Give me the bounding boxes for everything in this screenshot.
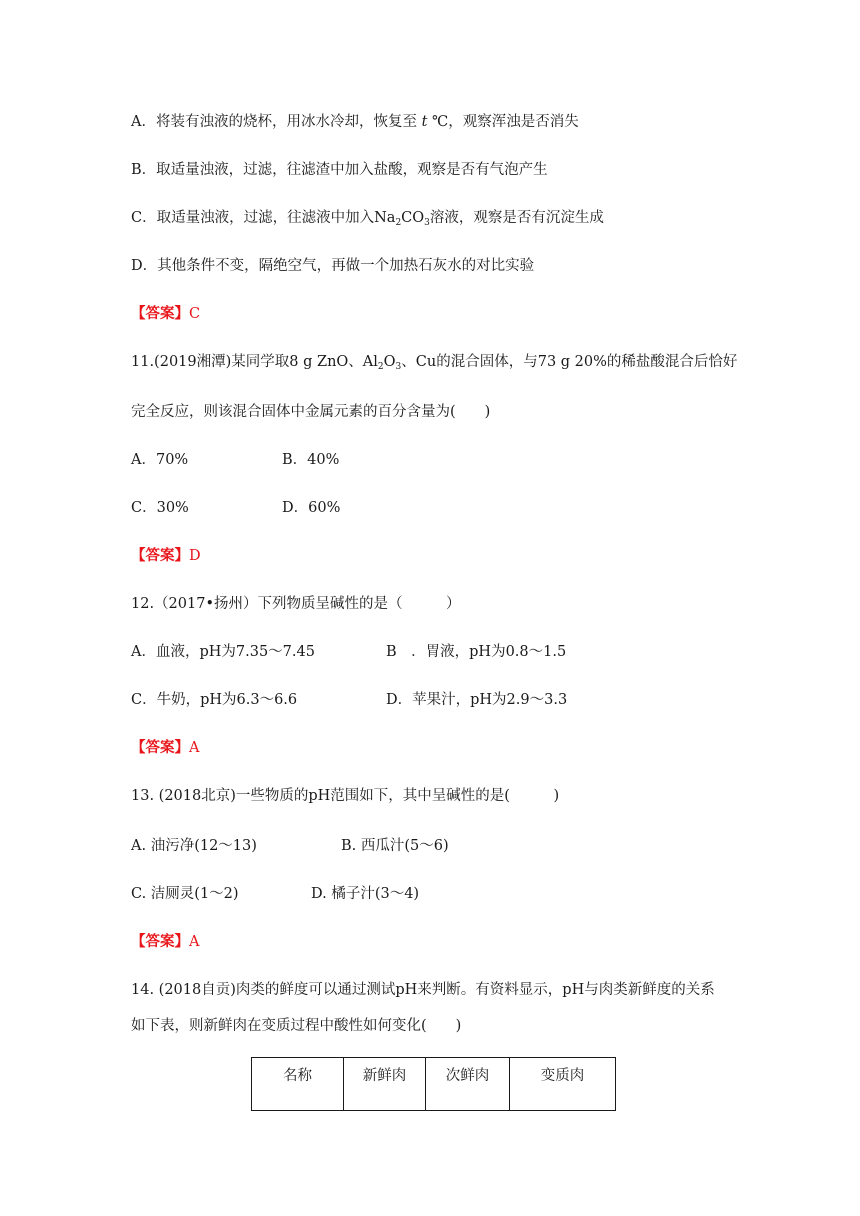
q11-options-row-2	[131, 498, 341, 518]
q12-answer	[131, 738, 199, 758]
q12-option-c: C．牛奶，pH为6.3～6.6	[131, 692, 298, 708]
q11-stem-line-2: 完全反应，则该混合固体中金属元素的百分含量为( )	[131, 404, 491, 420]
formula-na2co3: $Na_2CO_3$	[374, 210, 430, 228]
answer-label: 【答案】	[131, 305, 189, 322]
q12-option-a: A．血液，pH为7.35～7.45	[131, 644, 315, 660]
q13-option-a: A. 油污净(12～13)	[131, 838, 257, 854]
q13-option-b: B. 西瓜汁(5～6)	[341, 838, 449, 854]
q12-options-row-1	[131, 642, 567, 662]
q14-stem-line-2: 如下表，则新鲜肉在变质过程中酸性如何变化( )	[131, 1018, 462, 1034]
table-header-cell: 新鲜肉	[344, 1058, 426, 1111]
q10-answer	[131, 304, 200, 324]
q14-stem-line-1: 14. (2018自贡)肉类的鲜度可以通过测试pH来判断。有资料显示，pH与肉类新鲜度的关系	[131, 982, 715, 998]
q10-option-b: B．取适量浊液，过滤，往滤渣中加入盐酸，观察是否有气泡产生	[131, 162, 548, 178]
table-header-row	[252, 1058, 616, 1111]
answer-label: 【答案】	[131, 933, 189, 950]
q10-option-a-end: ℃，观察浑浊是否消失	[432, 114, 579, 130]
q13-answer	[131, 932, 199, 952]
q13-option-d: D. 橘子汁(3～4)	[311, 886, 420, 902]
q11-option-d: D．60%	[282, 500, 341, 516]
table-header-cell: 变质肉	[510, 1058, 616, 1111]
q12-option-b: B ．胃液，pH为0.8～1.5	[386, 644, 567, 660]
q10-option-d: D．其他条件不变，隔绝空气，再做一个加热石灰水的对比实验	[131, 258, 535, 274]
q11-answer	[131, 546, 201, 566]
q13-stem: 13. (2018北京)一些物质的pH范围如下，其中呈碱性的是( )	[131, 788, 560, 804]
table-header-cell: 次鲜肉	[426, 1058, 510, 1111]
q12-option-d: D．苹果汁，pH为2.9～3.3	[386, 692, 568, 708]
meat-freshness-table	[251, 1057, 616, 1111]
temperature-variable: t	[421, 114, 428, 130]
table-header-cell: 名称	[252, 1058, 344, 1111]
q10-option-c	[131, 208, 604, 228]
q11-options-row-1	[131, 450, 340, 470]
answer-label: 【答案】	[131, 739, 189, 756]
q13-options-row-2	[131, 884, 420, 904]
q10-option-c-pre: C．取适量浊液，过滤，往滤液中加入	[131, 210, 375, 226]
answer-value: D	[189, 548, 201, 564]
q11-option-b: B．40%	[282, 452, 340, 468]
answer-value: A	[189, 740, 200, 756]
q10-option-a	[131, 112, 579, 132]
answer-value: A	[189, 934, 200, 950]
q10-option-c-post: 溶液，观察是否有沉淀生成	[429, 210, 604, 226]
q11-stem-line-1: 11.(2019湘潭)某同学取8 g ZnO、$Al_2O_3$、Cu的混合固体，与73 g 20%的稀盐酸混合后恰好	[131, 354, 738, 372]
q10-option-a-text: A．将装有浊液的烧杯，用冰水冷却，恢复至	[131, 114, 417, 130]
q12-options-row-2	[131, 690, 568, 710]
answer-label: 【答案】	[131, 547, 189, 564]
q11-option-c: C．30%	[131, 500, 189, 516]
answer-value: C	[189, 306, 201, 322]
q12-stem: 12.（2017•扬州）下列物质呈碱性的是（ ）	[131, 596, 461, 612]
q13-options-row-1	[131, 836, 449, 856]
q13-option-c: C. 洁厕灵(1～2)	[131, 886, 239, 902]
q11-option-a: A．70%	[131, 452, 189, 468]
